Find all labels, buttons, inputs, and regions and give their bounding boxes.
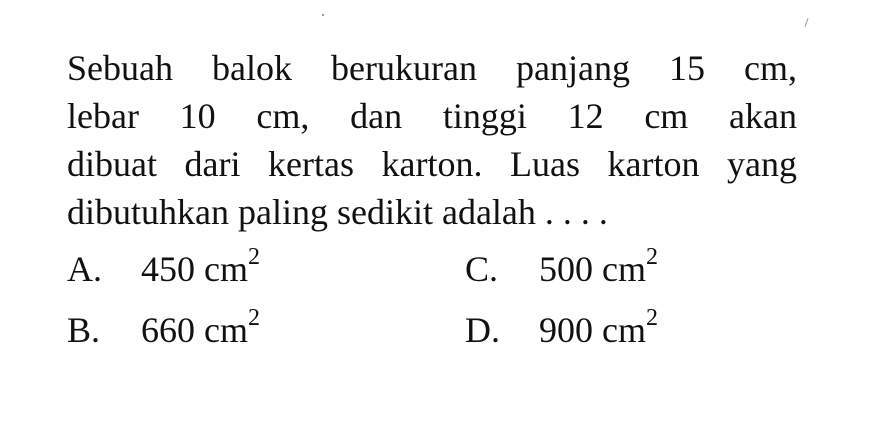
option-b-letter: B. bbox=[67, 310, 101, 350]
option-a-number: 450 cm bbox=[141, 249, 248, 289]
option-c-number: 500 cm bbox=[539, 249, 646, 289]
question-line-2: lebar 10 cm, dan tinggi 12 cm akan bbox=[67, 96, 797, 136]
question-line-3: dibuat dari kertas karton. Luas karton yang bbox=[67, 144, 797, 184]
option-d-value bbox=[539, 305, 658, 350]
option-c[interactable] bbox=[465, 245, 658, 293]
question-line-1: Sebuah balok berukuran panjang 15 cm, bbox=[67, 48, 797, 88]
option-d-letter: D. bbox=[465, 310, 500, 350]
option-c-value bbox=[539, 244, 658, 289]
option-a-letter: A. bbox=[67, 249, 102, 289]
option-c-exponent: 2 bbox=[645, 244, 658, 270]
option-a-exponent: 2 bbox=[247, 244, 260, 270]
question-line-4: dibutuhkan paling sedikit adalah . . . . bbox=[67, 192, 608, 232]
option-a-value bbox=[141, 244, 260, 289]
option-b-number: 660 cm bbox=[141, 310, 248, 350]
option-d-number: 900 cm bbox=[539, 310, 646, 350]
option-c-letter: C. bbox=[465, 249, 499, 289]
option-b-value bbox=[141, 305, 260, 350]
option-d[interactable] bbox=[465, 306, 658, 354]
option-d-exponent: 2 bbox=[645, 305, 658, 331]
scan-speck bbox=[322, 14, 324, 16]
option-a[interactable] bbox=[67, 245, 260, 293]
scan-speck bbox=[804, 18, 808, 27]
question-text bbox=[67, 44, 797, 236]
option-b[interactable] bbox=[67, 306, 260, 354]
option-b-exponent: 2 bbox=[247, 305, 260, 331]
